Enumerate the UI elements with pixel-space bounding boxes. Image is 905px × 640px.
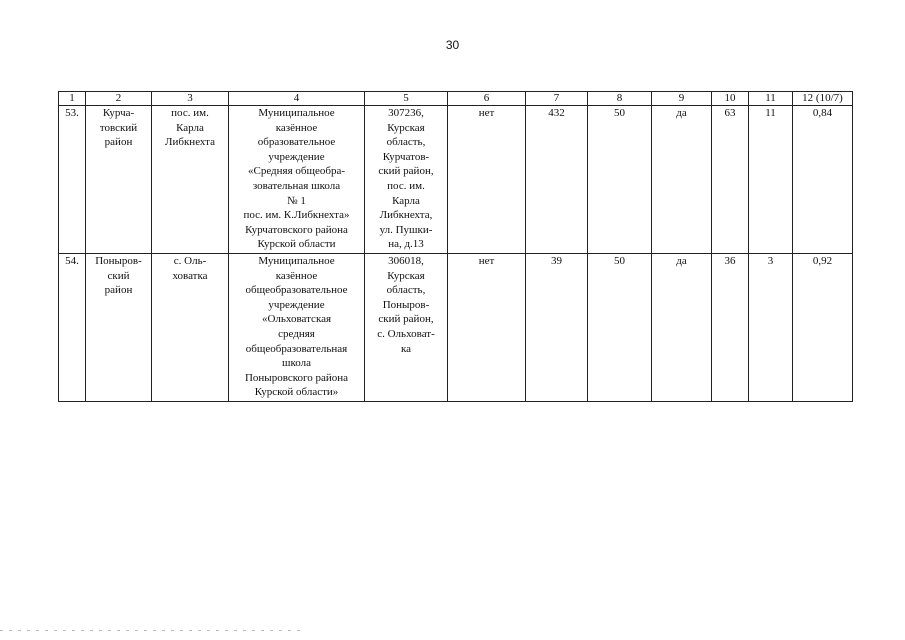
- address-cell: 306018, Курская область, Поныров- ский район, с. Ольховат- ка: [365, 254, 448, 402]
- table-cell: 432: [526, 106, 588, 254]
- scan-artifact-line: [0, 630, 300, 631]
- row-number: 53.: [59, 106, 86, 254]
- column-header: 1: [59, 92, 86, 106]
- page-number: 30: [445, 38, 460, 52]
- column-header: 5: [365, 92, 448, 106]
- column-header: 9: [652, 92, 712, 106]
- district-cell: Курча- товский район: [86, 106, 152, 254]
- table-cell: да: [652, 106, 712, 254]
- data-table: [58, 91, 853, 402]
- institution-name-cell: Муниципальное казённое общеобразовательное учреждение «Ольховатская средняя общеобразовательная школа Поныровского района Курской области»: [229, 254, 365, 402]
- table-row: [59, 106, 853, 254]
- settlement-cell: с. Оль- ховатка: [152, 254, 229, 402]
- row-number: 54.: [59, 254, 86, 402]
- table-cell: 0,92: [793, 254, 853, 402]
- table-cell: 36: [712, 254, 749, 402]
- table-cell: 0,84: [793, 106, 853, 254]
- column-header: 12 (10/7): [793, 92, 853, 106]
- table-cell: 50: [588, 106, 652, 254]
- column-header: 7: [526, 92, 588, 106]
- column-header: 10: [712, 92, 749, 106]
- district-cell: Поныров- ский район: [86, 254, 152, 402]
- settlement-cell: пос. им. Карла Либкнехта: [152, 106, 229, 254]
- column-header: 8: [588, 92, 652, 106]
- table-cell: 3: [749, 254, 793, 402]
- column-header: 4: [229, 92, 365, 106]
- table-cell: нет: [448, 254, 526, 402]
- column-header: 6: [448, 92, 526, 106]
- institution-name-cell: Муниципальное казённое образовательное учреждение «Средняя общеобра- зовательная школа № 1 пос. им. К.Либкнехта» Курчатовского района Курской области: [229, 106, 365, 254]
- table-cell: 39: [526, 254, 588, 402]
- column-header: 11: [749, 92, 793, 106]
- table-cell: 63: [712, 106, 749, 254]
- address-cell: 307236, Курская область, Курчатов- ский район, пос. им. Карла Либкнехта, ул. Пушки- на, д.13: [365, 106, 448, 254]
- header-row: [59, 92, 853, 106]
- table-cell: 50: [588, 254, 652, 402]
- table-cell: да: [652, 254, 712, 402]
- table-row: [59, 254, 853, 402]
- column-header: 3: [152, 92, 229, 106]
- table-cell: нет: [448, 106, 526, 254]
- column-header: 2: [86, 92, 152, 106]
- table-cell: 11: [749, 106, 793, 254]
